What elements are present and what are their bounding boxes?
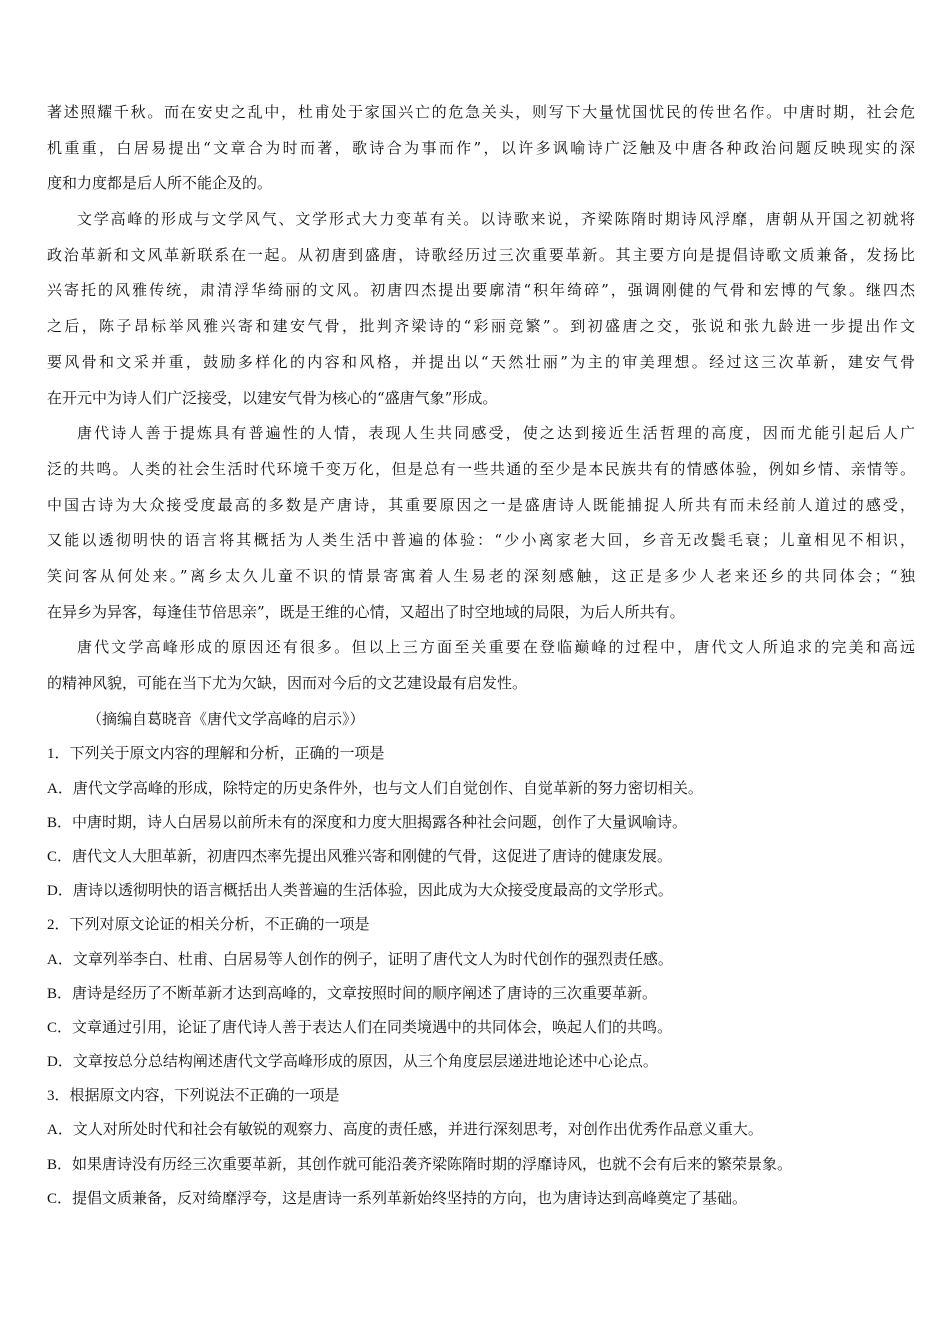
question-list xyxy=(47,737,915,1216)
question-3 xyxy=(47,1079,915,1216)
answer-option-c: C．唐代文人大胆革新，初唐四杰率先提出风雅兴寄和刚健的气骨，这促进了唐诗的健康发展。 xyxy=(47,848,673,865)
answer-option-d: D．唐诗以透彻明快的语言概括出人类普遍的生活体验，因此成为大众接受度最高的文学形式。 xyxy=(47,883,673,900)
passage-line: 机重重，白居易提出“文章合为时而著，歌诗合为事而作”，以许多讽喻诗广泛触及中唐各种政治问题反映现实的深 xyxy=(47,138,915,157)
question-stem: 3．根据原文内容，下列说法不正确的一项是 xyxy=(47,1088,340,1105)
passage-line: 政治革新和文风革新联系在一起。从初唐到盛唐，诗歌经历过三次重要革新。其主要方向是提倡诗歌文质兼备，发扬比 xyxy=(47,245,915,264)
answer-option-b: B．如果唐诗没有历经三次重要革新，其创作就可能沿袭齐梁陈隋时期的浮靡诗风，也就不会有后来的繁荣景象。 xyxy=(47,1156,793,1173)
passage-line: 文学高峰的形成与文学风气、文学形式大力变革有关。以诗歌来说，齐梁陈隋时期诗风浮靡，唐朝从开国之初就将 xyxy=(77,210,915,229)
question-stem: 2．下列对原文论证的相关分析，不正确的一项是 xyxy=(47,917,370,934)
passage-line: 在开元中为诗人们广泛接受，以建安气骨为核心的“盛唐气象”形成。 xyxy=(47,388,498,407)
passage-line: 中国古诗为大众接受度最高的多数是产唐诗，其重要原因之一是盛唐诗人既能捕捉人所共有而未经前人道过的感受， xyxy=(47,495,915,514)
passage-line: 之后，陈子昂标举风雅兴寄和建安气骨，批判齐梁诗的“彩丽竞繁”。到初盛唐之交，张说和张九龄进一步提出作文 xyxy=(47,317,915,336)
passage-line: 唐代诗人善于提炼具有普遍性的人情，表现人生共同感受，使之达到接近生活哲理的高度，因而尤能引起后人广 xyxy=(77,424,915,443)
question-stem: 1．下列关于原文内容的理解和分析，正确的一项是 xyxy=(47,746,385,763)
passage-line: 又能以透彻明快的语言将其概括为人类生活中普遍的体验：“少小离家老大回，乡音无改鬓毛衰；儿童相见不相识， xyxy=(47,531,915,550)
passage-line: 的精神风貌，可能在当下尤为欠缺，因而对今后的文艺建设最有启发性。 xyxy=(47,674,528,692)
question-2 xyxy=(47,908,915,1079)
passage-source: （摘编自葛晓音《唐代文学高峰的启示》） xyxy=(87,709,365,728)
passage-line: 笑问客从何处来。”离乡太久儿童不识的情景寄寓着人生易老的深刻感触，这正是多少人老来还乡的共同体会；“独 xyxy=(47,566,915,585)
answer-option-b: B．唐诗是经历了不断革新才达到高峰的，文章按照时间的顺序阐述了唐诗的三次重要革新。 xyxy=(47,985,658,1002)
answer-option-a: A．文章列举李白、杜甫、白居易等人创作的例子，证明了唐代文人为时代创作的强烈责任感。 xyxy=(47,951,673,968)
passage-line: 度和力度都是后人所不能企及的。 xyxy=(47,174,273,193)
answer-option-b: B．中唐时期，诗人白居易以前所未有的深度和力度大胆揭露各种社会问题，创作了大量讽喻诗。 xyxy=(47,814,688,831)
answer-option-c: C．提倡文质兼备，反对绮靡浮夸，这是唐诗一系列革新始终坚持的方向，也为唐诗达到高峰奠定了基础。 xyxy=(47,1190,748,1207)
passage-line: 在异乡为异客，每逢佳节倍思亲”，既是王维的心情，又超出了时空地域的局限，为后人所共有。 xyxy=(47,602,685,621)
passage-line: 要风骨和文采并重，鼓励多样化的内容和风格，并提出以“天然壮丽”为主的审美理想。经过这三次革新，建安气骨 xyxy=(47,352,915,371)
reading-passage xyxy=(47,95,915,737)
answer-option-c: C．文章通过引用，论证了唐代诗人善于表达人们在同类境遇中的共同体会，唤起人们的共鸣。 xyxy=(47,1019,673,1036)
passage-line: 著述照耀千秋。而在安史之乱中，杜甫处于家国兴亡的危急关头，则写下大量忧国忧民的传世名作。中唐时期，社会危 xyxy=(47,103,915,121)
document-page xyxy=(47,95,915,1216)
passage-line: 泛的共鸣。人类的社会生活时代环境千变万化，但是总有一些共通的至少是本民族共有的情感体验，例如乡情、亲情等。 xyxy=(47,459,915,478)
passage-line: 唐代文学高峰形成的原因还有很多。但以上三方面至关重要在登临巅峰的过程中，唐代文人所追求的完美和高远 xyxy=(77,638,915,657)
question-1 xyxy=(47,737,915,908)
passage-line: 兴寄托的风雅传统，肃清浮华绮丽的文风。初唐四杰提出要廓清“积年绮碎”，强调刚健的气骨和宏博的气象。继四杰 xyxy=(47,281,915,300)
answer-option-a: A．文人对所处时代和社会有敏锐的观察力、高度的责任感，并进行深刻思考，对创作出优秀作品意义重大。 xyxy=(47,1122,763,1139)
answer-option-d: D．文章按总分总结构阐述唐代文学高峰形成的原因，从三个角度层层递进地论述中心论点。 xyxy=(47,1054,658,1071)
answer-option-a: A．唐代文学高峰的形成，除特定的历史条件外，也与文人们自觉创作、自觉革新的努力密切相关。 xyxy=(47,780,703,797)
